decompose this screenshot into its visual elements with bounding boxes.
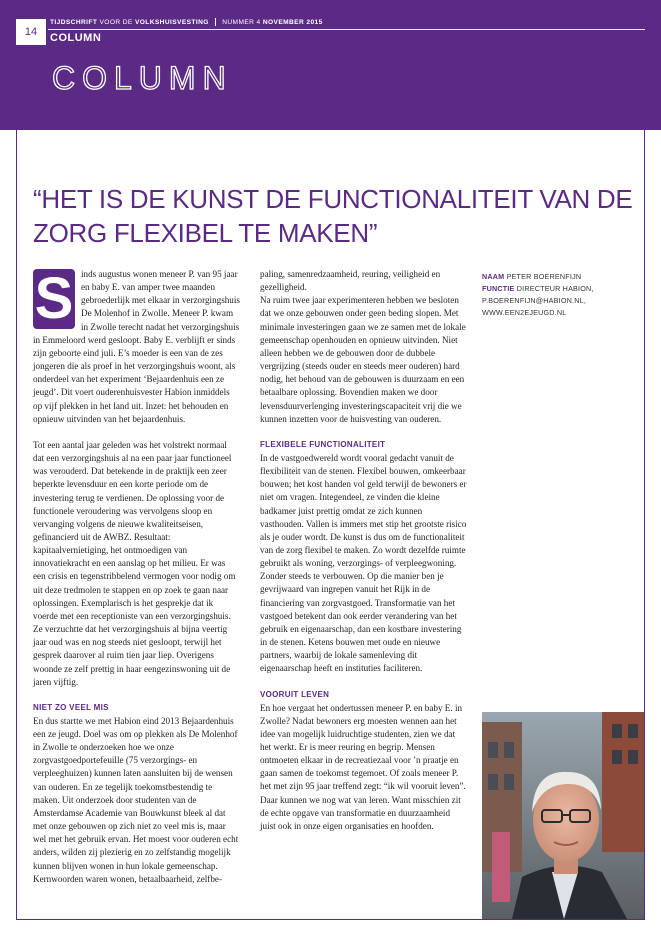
function-label: FUNCTIE bbox=[482, 284, 515, 293]
subheading: FLEXIBELE FUNCTIONALITEIT bbox=[260, 439, 386, 449]
author-email: P.BOERENFIJN@HABION.NL, bbox=[482, 296, 587, 305]
paragraph: Na ruim twee jaar experimenteren hebben we besloten dat we onze gebouwen onder geen beding slopen. Met minimale investeringen gaan we ze samen met de lokale gemeenschap openhouden en opnieuw uitvinden. Niet alleen hebben we de gebouwen door de dubbele vergrijzing (steeds ouder en steeds meer ouderen) hard nodig, het behoud van de gebouwen is duurzaam en een betaalbare oplossing. Bovendien maken we door levensduurverlenging investeringscapaciteit vrij die we kunnen inzetten voor de huisvesting van ouderen. bbox=[260, 295, 466, 424]
author-function: DIRECTEUR HABION, bbox=[516, 284, 594, 293]
header-rule bbox=[48, 29, 645, 30]
paragraph bbox=[33, 268, 240, 426]
author-name: PETER BOERENFIJN bbox=[506, 272, 582, 281]
paragraph-text: inds augustus wonen meneer P. van 95 jaar en baby E. van amper twee maanden gebroederlijk met elkaar in verzorgingshuis De Molenhof in Zwolle. Meneer P. kwam in Zwolle terecht nadat het verzorgingshuis in Emmeloord werd gesloopt. Baby E. verblijft er sinds zijn geboorte eind juli. E’s moeder is een van de zes jongeren die als proef in het verzorgingshuis woont, als onderdeel van het experiment ‘Bejaardenhuis een ze jeugd’. Dit voert ouderenhuisvester Habion inmiddels op vijf plekken in het land uit. Inzet: het behouden en opnieuw uitvinden van het bejaardenhuis. bbox=[33, 269, 240, 424]
subheading: NIET ZO VEEL MIS bbox=[33, 702, 109, 712]
article-column-2 bbox=[260, 268, 468, 846]
paragraph: paling, samenredzaamheid, reuring, veiligheid en gezelligheid. bbox=[260, 269, 441, 293]
frame-left bbox=[16, 130, 17, 920]
author-website: WWW.EEN2EJEUGD.NL bbox=[482, 308, 567, 317]
dropcap: S bbox=[34, 266, 74, 331]
author-function-line bbox=[482, 283, 642, 295]
issue-label: NUMMER 4 bbox=[222, 18, 261, 26]
publication-line bbox=[50, 18, 323, 26]
paragraph: Tot een aantal jaar geleden was het volstrekt normaal dat een verzorgingshuis al na een paar jaar functioneel was verouderd. Dat betekende in de praktijk een zeer beperkte levensduur en een korte periode om de investering terug te verdienen. De oplossing voor de functionele veroudering was vervolgens sloop en vervanging volgens de nieuwe kwaliteitseisen, gefinancierd uit de AWBZ. Resultaat: kapitaalvernietiging, het ontmoedigen van innovatiekracht en een aanslag op het milieu. Er was een crisis en tegenstribbelend vermogen voor nodig om uit deze tredmolen te stappen en op zoek te gaan naar oplossingen. Exemplarisch is het gesprekje dat ik voerde met een receptioniste van een verzorgingshuis. Ze verzuchtte dat het verzorgingshuis al bijna veertig jaar oud was en nog steeds niet gesloopt, terwijl het gesprek daarover al ruim tien jaar liep. Overigens woonde ze zelf prettig in haar eengezinswoning uit de jaren vijftig. bbox=[33, 439, 236, 687]
frame-right bbox=[644, 130, 645, 920]
paragraph: En dus startte we met Habion eind 2013 Bejaardenhuis een ze jeugd. Doel was om op plekken als De Molenhof in Zwolle te onderzoeken hoe we onze zorgvastgoedportefeuille (75 verzorgings- en verpleeghuizen) kunnen laten aansluiten bij de wensen van ouderen. En ze tegelijk toekomstbestendig te maken. Uit onderzoek door studenten van de Amsterdamse Academie van Bouwkunst bleek al dat met onze gebouwen op zich niet zo veel mis is, maar wel met het gebruik ervan. Het moest voor ouderen echt anders, wilden zij plezierig en zo zelfstandig mogelijk kunnen blijven wonen in hun lokale gemeenschap. Kernwoorden waren wonen, betaalbaarheid, zelfbe- bbox=[33, 715, 239, 884]
author-portrait-photo bbox=[482, 712, 644, 919]
name-label: NAAM bbox=[482, 272, 505, 281]
author-name-line bbox=[482, 271, 642, 283]
issue-date: NOVEMBER 2015 bbox=[262, 18, 323, 26]
publication-mid: VOOR DE bbox=[99, 18, 133, 26]
publication-name-2: VOLKSHUISVESTING bbox=[134, 18, 209, 26]
page-number: 14 bbox=[16, 19, 46, 45]
paragraph: En hoe vergaat het ondertussen meneer P. en baby E. in Zwolle? Nadat bewoners erg moesten wennen aan het idee van mogelijk luidruchtige studenten, zien we dat het werkt. Er is meer reuring en begrip. Mensen ontmoeten elkaar in de recreatiezaal voor ’n praatje en gaan samen de toekomst tegemoet. Of zoals meneer P. het met zijn 95 jaar treffend zegt: “ik wil vooruit leven”. Daar kunnen we nog wat van leren. Want misschien zit de echte opgave van transformatie en duurzaamheid juist ook in onze eigen organisaties en hoofden. bbox=[260, 702, 466, 831]
subheading: VOORUIT LEVEN bbox=[260, 689, 330, 699]
portrait-illustration bbox=[482, 712, 644, 919]
separator bbox=[215, 18, 216, 26]
section-label: COLUMN bbox=[50, 32, 102, 44]
publication-name: TIJDSCHRIFT bbox=[50, 18, 98, 26]
page-title: COLUMN bbox=[52, 60, 233, 96]
article-column-1 bbox=[33, 268, 240, 899]
headline: “HET IS DE KUNST DE FUNCTIONALITEIT VAN DE ZORG FLEXIBEL TE MAKEN” bbox=[33, 184, 633, 248]
frame-bottom bbox=[16, 919, 645, 920]
author-info bbox=[482, 271, 642, 319]
paragraph: In de vastgoedwereld wordt vooral gedacht vanuit de flexibiliteit van de stenen. Flexibel bouwen, omkeerbaar bouwen; het kost handen vol geld terwijl de bewoners er niet om vragen. Integendeel, ze vinden die kleine badkamer juist prettig omdat ze zich kunnen vasthouden. Vallen is immers met stip het grootste risico als je ouder wordt. De kunst is dus om de functionaliteit van de zorg flexibel te maken. Zo wordt dezelfde ruimte gebruikt als woning, verzorgings- of verpleegwoning. Zonder steeds te verbouwen. Op die manier ben je gevrijwaard van ingrepen vanuit het Rijk in de financiering van zorgvastgoed. Transformatie van het vastgoed betekent dan ook eerder verandering van het gebruik en eigenaarschap, dan een kostbare investering in de stenen. Ketens bouwen met oude en nieuwe partners, waarbij de lokale samenleving dit eigenaarschap heeft en instituties faciliteren. bbox=[260, 452, 467, 674]
